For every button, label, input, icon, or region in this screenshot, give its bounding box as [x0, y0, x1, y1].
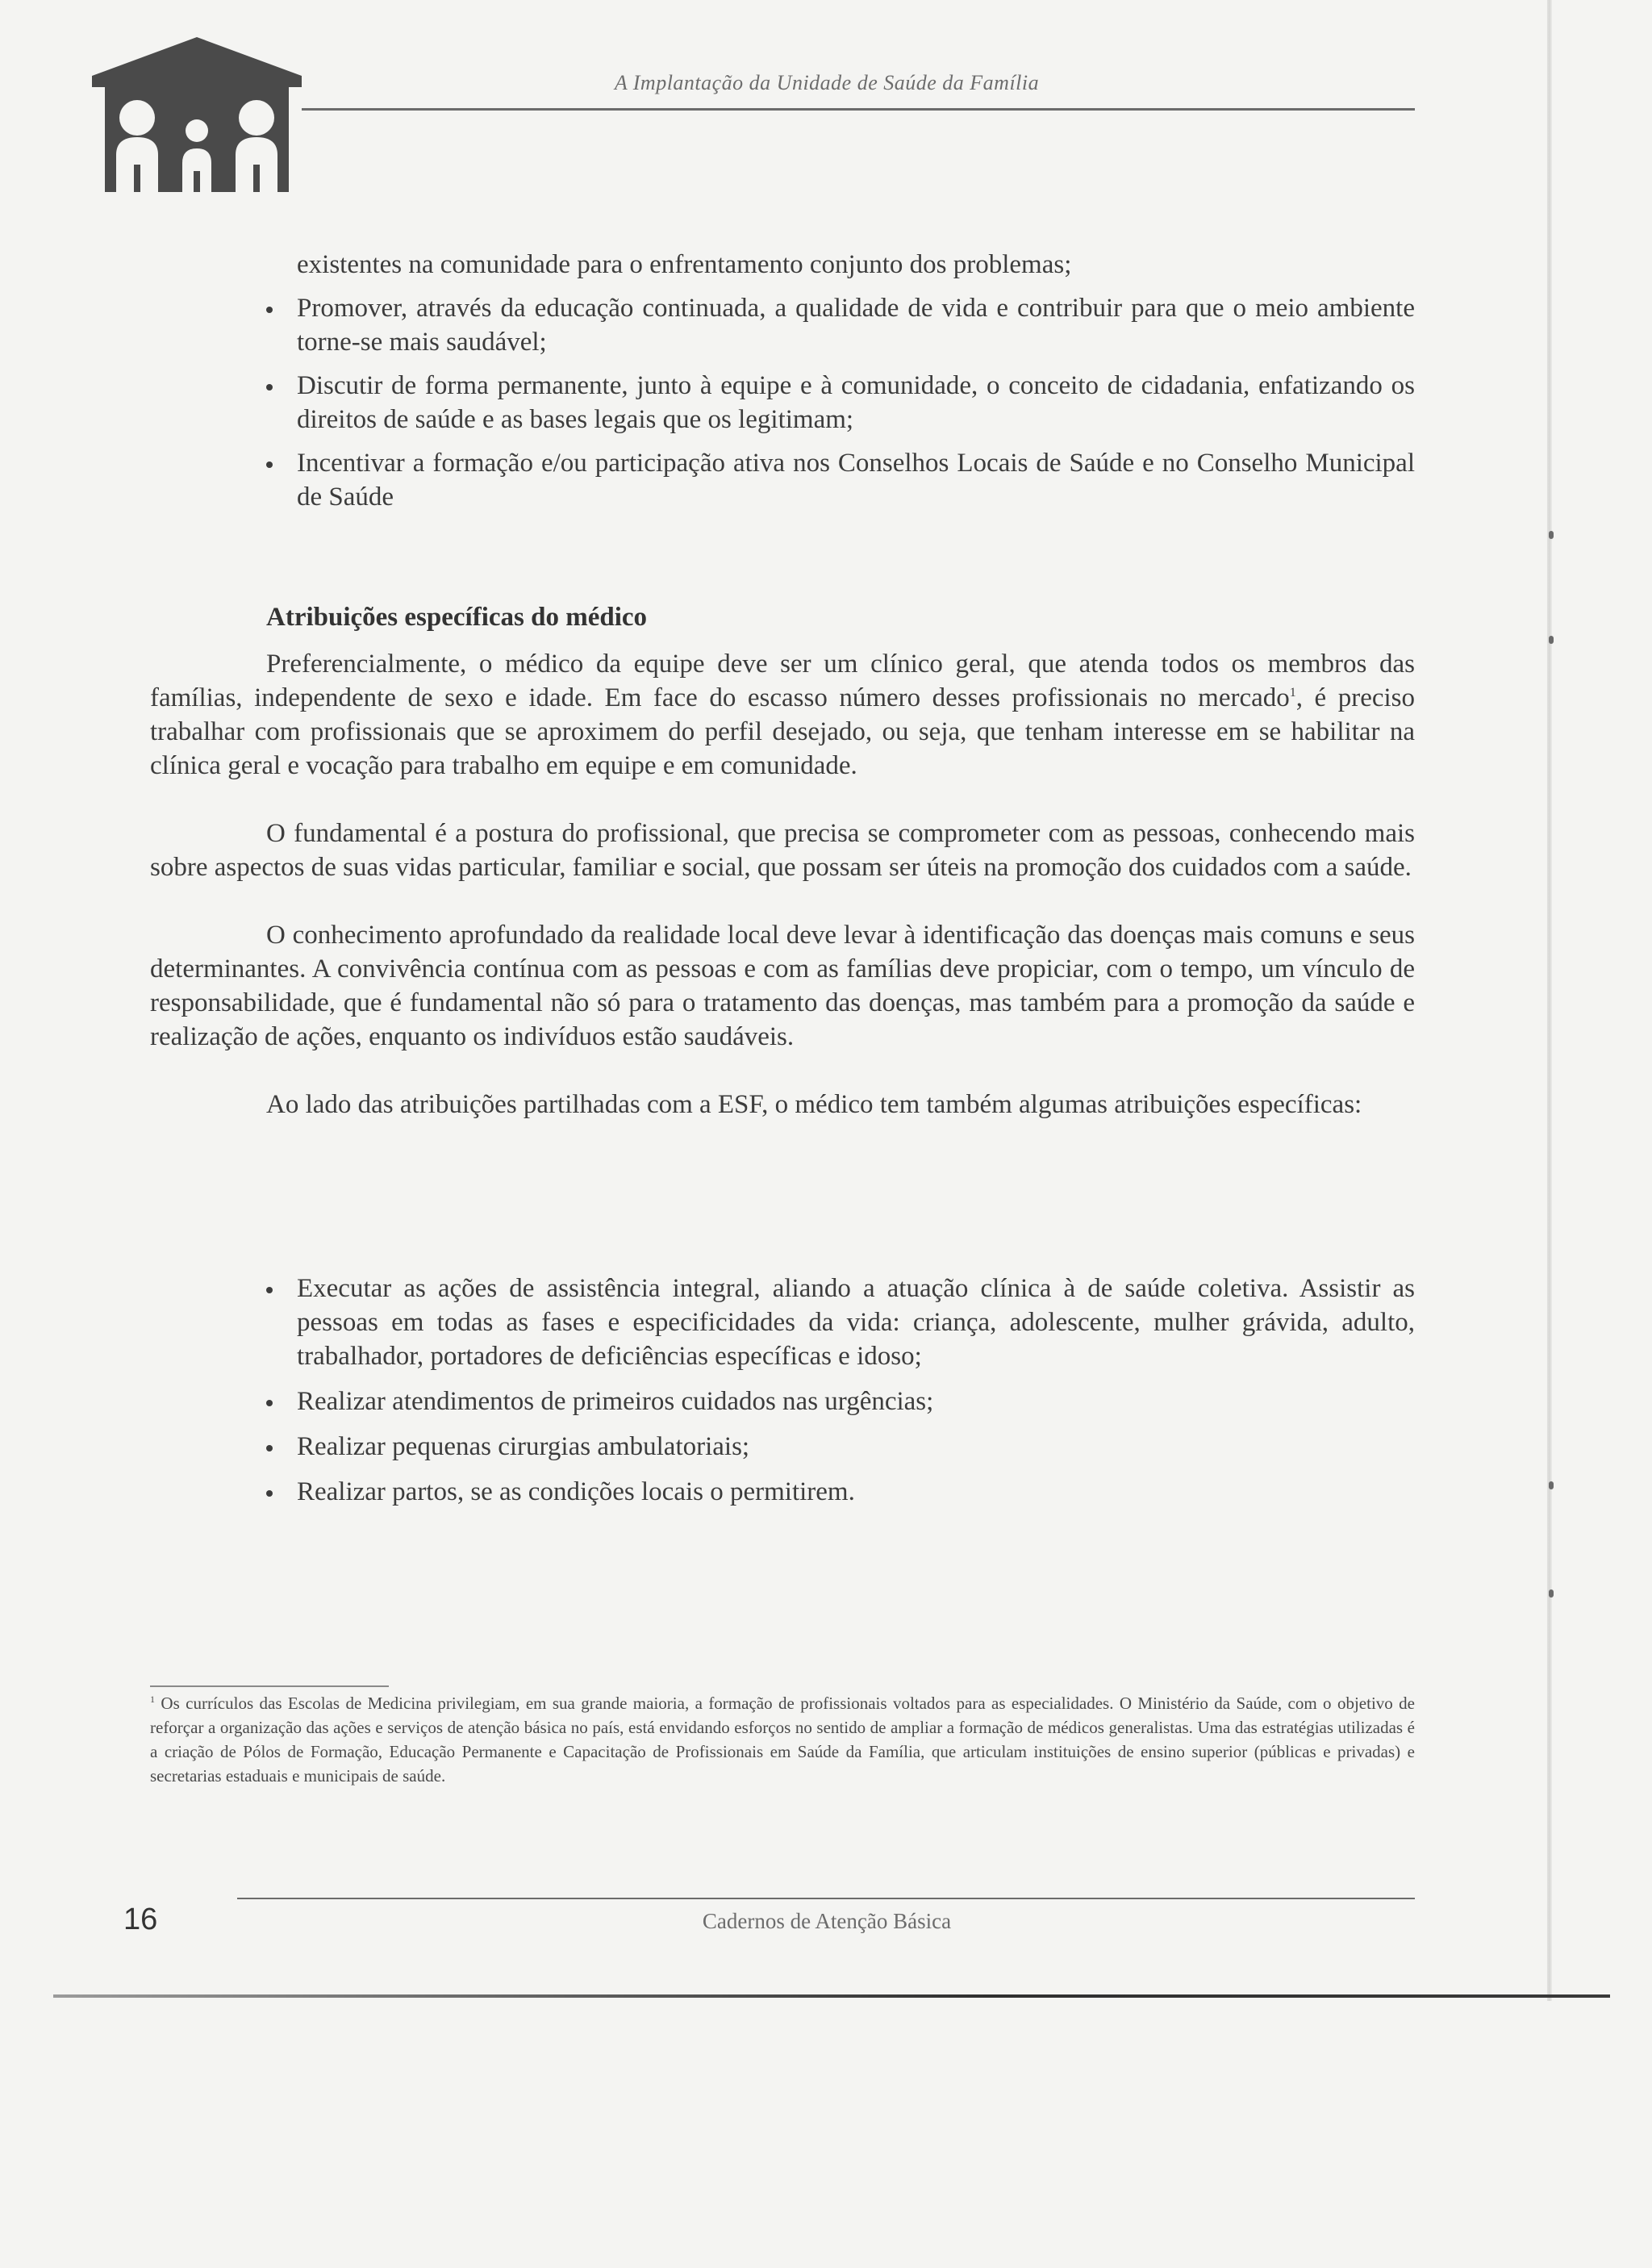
- footnote-rule: [150, 1685, 389, 1687]
- list-item: Incentivar a formação e/ou participação ativa nos Conselhos Locais de Saúde e no Conselho Municipal de Saúde: [266, 446, 1415, 514]
- paragraph: O conhecimento aprofundado da realidade local deve levar à identificação das doenças mais comuns e seus determinantes. A convivência contínua com as pessoas e com as famílias deve propiciar, com o tempo, um vínculo de responsabilidade, que é fundamental não só para o tratamento das doenças, mas também para a promoção da saúde e realização de ações, enquanto os indivíduos estão saudáveis.: [150, 921, 1415, 1051]
- section-heading: Atribuições específicas do médico: [266, 603, 648, 632]
- continuation-line: existentes na comunidade para o enfrentamento conjunto dos problemas;: [297, 250, 1072, 279]
- attribution-bullet-list: [266, 1272, 1415, 1509]
- list-item: Executar as ações de assistência integral, aliando a atuação clínica à de saúde coletiva. Assistir as pessoas em todas as fases e especificidades da vida: criança, adolescente, mulher grávida, adulto, trabalhador, portadores de deficiências específicas e idoso;: [266, 1272, 1415, 1373]
- running-head: A Implantação da Unidade de Saúde da Família: [614, 71, 1040, 94]
- house-with-family-icon: [90, 34, 303, 192]
- section-bullets: [266, 1272, 1415, 1509]
- scan-mark: [1549, 636, 1554, 644]
- intro-block: [266, 248, 1415, 514]
- scan-mark: [1549, 531, 1554, 539]
- scan-mark: [1549, 1481, 1554, 1489]
- header-rule: [302, 108, 1415, 111]
- section-body: [150, 647, 1415, 1121]
- list-item: Discutir de forma permanente, junto à equipe e à comunidade, o conceito de cidadania, enfatizando os direitos de saúde e as bases legais que os legitimam;: [266, 369, 1415, 436]
- paragraph: [150, 647, 1415, 783]
- bottom-rule: [53, 1994, 1610, 1998]
- footnote-reference: 1: [1289, 686, 1296, 700]
- footnote-text: Os currículos das Escolas de Medicina privilegiam, em sua grande maioria, a formação de profissionais voltados para as especialidades. O Ministério da Saúde, com o objetivo de reforçar a organização das ações e serviços de atenção básica no país, está envidando esforços no sentido de ampliar a formação de médicos generalistas. Uma das estratégias utilizadas é a criação de Pólos de Formação, Educação Permanente e Capacitação de Profissionais em Saúde da Família, que articulam instituições de ensino superior (públicas e privadas) e secretarias estaduais e municipais de saúde.: [150, 1694, 1415, 1786]
- list-item: Realizar pequenas cirurgias ambulatoriais;: [266, 1430, 1415, 1464]
- paragraph-text: Preferencialmente, o médico da equipe deve ser um clínico geral, que atenda todos os membros das famílias, independente de sexo e idade. Em face do escasso número desses profissionais no mercado: [150, 649, 1415, 712]
- list-item: Realizar partos, se as condições locais o permitirem.: [266, 1475, 1415, 1509]
- footer-rule: [237, 1898, 1415, 1899]
- footnote-marker: 1: [150, 1694, 155, 1705]
- scan-mark: [1549, 1589, 1554, 1598]
- footnote: [150, 1691, 1415, 1788]
- scan-edge-shadow: [1547, 0, 1552, 2001]
- list-item: Promover, através da educação continuada, a qualidade de vida e contribuir para que o meio ambiente torne-se mais saudável;: [266, 291, 1415, 359]
- footer-title: Cadernos de Atenção Básica: [702, 1909, 952, 1933]
- list-item: Realizar atendimentos de primeiros cuidados nas urgências;: [266, 1385, 1415, 1418]
- intro-bullet-list: [266, 291, 1415, 514]
- paragraph-text: , é preciso trabalhar com profissionais que se aproximem do perfil desejado, ou seja, que tenham interesse em se habilitar na clínica geral e vocação para trabalho em equipe e em comunidade.: [150, 683, 1415, 780]
- paragraph: O fundamental é a postura do profissional, que precisa se comprometer com as pessoas, conhecendo mais sobre aspectos de suas vidas particular, familiar e social, que possam ser úteis na promoção dos cuidados com a saúde.: [150, 819, 1415, 882]
- paragraph: Ao lado das atribuições partilhadas com a ESF, o médico tem também algumas atribuições específicas:: [266, 1090, 1362, 1119]
- page-number: 16: [123, 1903, 158, 1936]
